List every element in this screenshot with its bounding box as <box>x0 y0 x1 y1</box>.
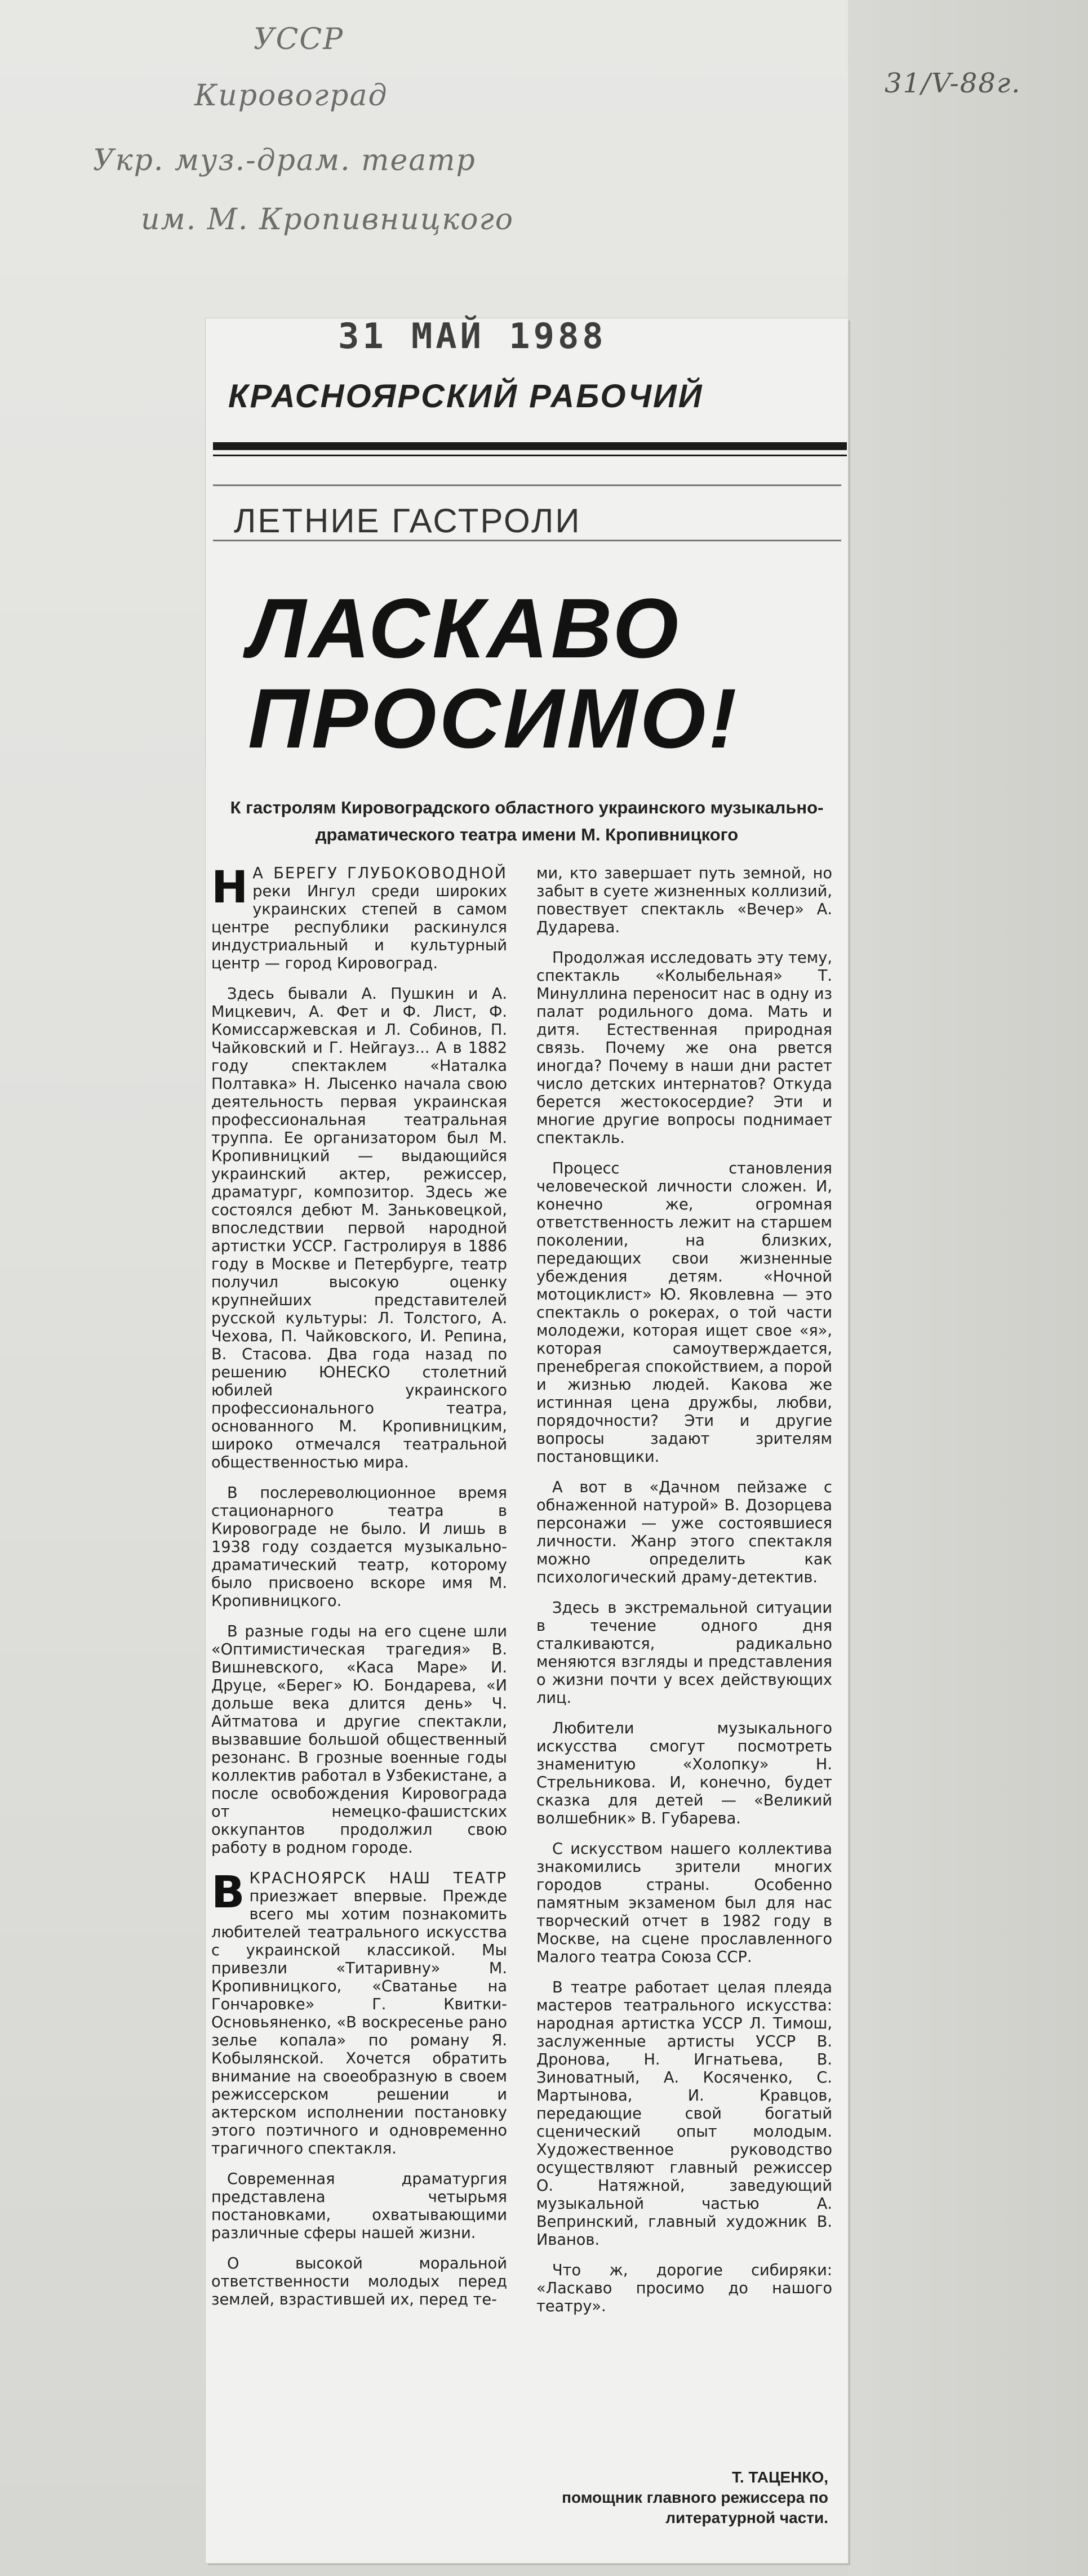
handwritten-date-note: 31/V-88г. <box>885 68 1022 99</box>
handwritten-note-theatre-name: им. М. Кропивницкого <box>141 203 514 237</box>
paragraph: А вот в «Дачном пейзаже с обнаженной натурой» В. Дозорцева персонажи — уже состоявшиеся личности. Жанр этого спектакля можно определить как психологический драму-детектив. <box>536 1479 832 1586</box>
masthead-rule <box>213 442 847 450</box>
paragraph: Современная драматургия представлена четырьмя постановками, охватывающими различные сферы нашей жизни. <box>211 2170 507 2242</box>
paragraph: Здесь бывали А. Пушкин и А. Мицкевич, А. Фет и Ф. Лист, Ф. Комиссаржевская и Л. Собинов, П. Чайковский и Г. Нейгауз... А в 1882 году спектаклем «Наталка Полтавка» Н. Лысенко начала свою деятельность первая украинская профессиональная театральная труппа. Ее организатором был М. Кропивницкий — выдающийся украинский актер, режиссер, драматург, композитор. Здесь же состоялся дебют М. Заньковецкой, впоследствии первой народной артистки УССР. Гастролируя в 1886 году в Москве и Петербурге, театр получил высокую оценку крупнейших представителей русской культуры: Л. Толстого, А. Чехова, П. Чайковского, И. Репина, В. Стасова. Два года назад по решению ЮНЕСКО столетний юбилей украинского профессионального театра, основанного М. Кропивницким, широко отмечался театральной общественностью мира. <box>211 985 507 1471</box>
paragraph: ми, кто завершает путь земной, но забыт в суете жизненных коллизий, повествует спектакль «Вечер» А. Дударева. <box>536 865 832 936</box>
headline-line-2: ПРОСИМО! <box>248 671 740 766</box>
paragraph: В разные годы на его сцене шли «Оптимистическая трагедия» В. Вишневского, «Каса Маре» И. Друце, «Берег» Ю. Бондарева, «И дольше века длится день» Ч. Айтматова и другие спектакли, вызвавшие большой общественный резонанс. В грозные военные годы коллектив работал в Узбекистане, а после освобождения Кировограда от немецко-фашистских оккупантов продолжил свою работу в родном городе. <box>211 1623 507 1857</box>
paragraph: Что ж, дорогие сибиряки: «Ласкаво просимо до нашого театру». <box>536 2262 832 2315</box>
paragraph: Здесь в экстремальной ситуации в течение одного дня сталкиваются, радикально меняются взгляды и представления о жизни почти у всех действующих лиц. <box>536 1599 832 1707</box>
article-column-2 <box>536 865 832 2328</box>
paragraph: В КРАСНОЯРСК НАШ ТЕАТР приезжает впервые. Прежде всего мы хотим познакомить любителей театрального искусства с украинской классикой. Мы привезли «Титаривну» М. Кропивницкого, «Сватанье на Гончаровке» Г. Квитки-Основьяненко, «В воскресенье рано зелье копала» по роману Я. Кобылянской. Хочется обратить внимание на своеобразную в своем режиссерском решении и актерском исполнении постановку этого поэтичного и одновременно трагичного спектакля. <box>211 1867 507 2157</box>
paragraph: В послереволюционное время стационарного театра в Кировограде не было. И лишь в 1938 году создается музыкально-драматический театр, которому было присвоено вскоре имя М. Кропивницкого. <box>211 1484 507 1610</box>
background-archive-page <box>848 0 1088 2576</box>
author-name: Т. ТАЦЕНКО, <box>731 2468 828 2486</box>
article-headline <box>248 581 740 766</box>
paragraph: Н А БЕРЕГУ ГЛУБОКОВОДНОЙ реки Ингул среди широких украинских степей в самом центре республики раскинулся индустриальный и культурный центр — город Кировоград. <box>211 862 507 972</box>
paragraph: Процесс становления человеческой личности сложен. И, конечно же, огромная ответственность лежит на старшем поколении, на близких, передающих свои жизненные убеждения детям. «Ночной мотоциклист» Ю. Яковлевна — это спектакль о рокерах, о той части молодежи, которая ищет свое «я», которая самоутверждается, пренебрегая спокойствием, а порой и жизнью людей. Какова же истинная цена дружбы, любви, порядочности? Эти и другие вопросы задают зрителям постановщики. <box>536 1160 832 1466</box>
masthead-rule-thin <box>213 455 847 456</box>
rubric-label: ЛЕТНИЕ ГАСТРОЛИ <box>234 502 581 540</box>
drop-cap: Н <box>211 862 248 913</box>
author-signature <box>513 2467 828 2528</box>
handwritten-note-city: Кировоград <box>194 79 388 113</box>
handwritten-note-country: УССР <box>254 23 344 56</box>
paragraph: О высокой моральной ответственности молодых перед землей, взрастившей их, перед те- <box>211 2255 507 2308</box>
date-stamp: 31 МАЙ 1988 <box>338 315 607 357</box>
paragraph: Любители музыкального искусства смогут посмотреть знаменитую «Холопку» Н. Стрельникова. И, конечно, будет сказка для детей — «Великий волшебник» В. Губарева. <box>536 1720 832 1827</box>
newspaper-name: КРАСНОЯРСКИЙ РАБОЧИЙ <box>228 378 704 415</box>
author-title: помощник главного режиссера по литературной части. <box>562 2489 828 2526</box>
paragraph: В театре работает целая плеяда мастеров театрального искусства: народная артистка УССР Л. Тимош, заслуженные артисты УССР В. Дронова, Н. Игнатьева, В. Зиноватный, А. Косяченко, С. Мартынова, И. Кравцов, передающие свой богатый сценический опыт молодым. Художественное руководство осуществляют главный режиссер О. Натяжной, заведующий музыкальной частью А. Вепринский, главный художник В. Иванов. <box>536 1979 832 2249</box>
paragraph: С искусством нашего коллектива знакомились зрители многих городов страны. Особенно памятным экзаменом был для нас творческий отчет в 1982 году в Москве, на сцене прославленного Малого театра Союза ССР. <box>536 1840 832 1966</box>
drop-cap: В <box>211 1867 245 1918</box>
handwritten-note-theatre: Укр. муз.-драм. театр <box>93 144 476 177</box>
article-lead: К гастролям Кировоградского областного украинского музыкально-драматического театра имени М. Кропивницкого <box>230 798 824 844</box>
paragraph: Продолжая исследовать эту тему, спектакль «Колыбельная» Т. Минуллина переносит нас в одну из палат родильного дома. Мать и дитя. Естественная природная связь. Почему же она рвется иногда? Почему в наши дни растет число детских интернатов? Откуда берется жестокосердие? Эти и многие другие вопросы поднимает спектакль. <box>536 949 832 1147</box>
article-column-1 <box>211 862 507 2321</box>
headline-line-1: ЛАСКАВО <box>248 581 682 675</box>
